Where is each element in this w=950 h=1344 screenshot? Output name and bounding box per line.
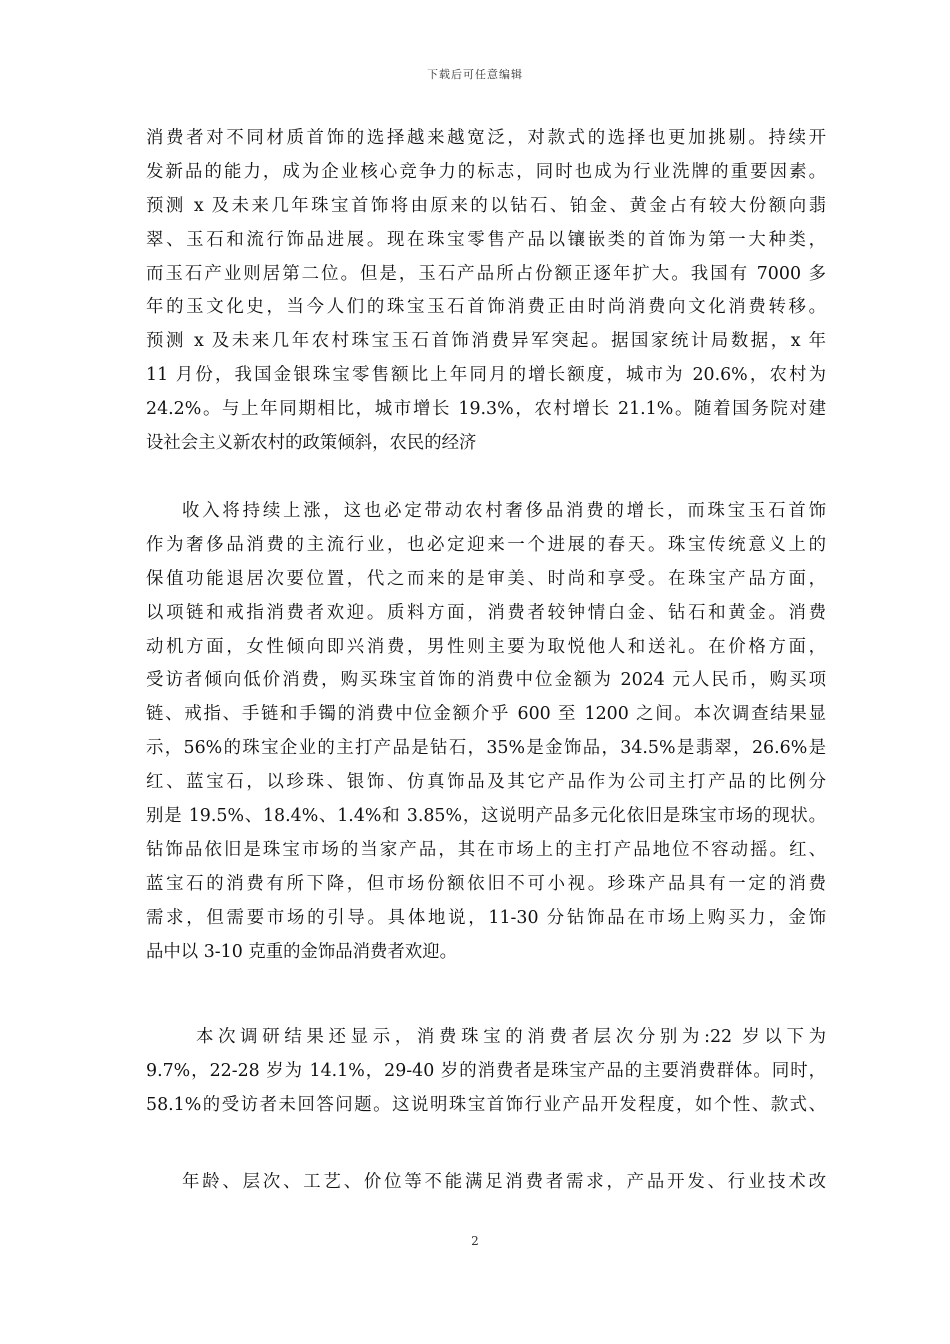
page-header: 下载后可任意编辑 [427, 68, 523, 81]
text-line: 蓝宝石的消费有所下降，但市场份额依旧不可小视。珍珠产品具有一定的消费 [146, 873, 826, 894]
text-line: 红、蓝宝石，以珍珠、银饰、仿真饰品及其它产品作为公司主打产品的比例分 [146, 772, 826, 793]
text-line: 受访者倾向低价消费，购买珠宝首饰的消费中位金额为 2024 元人民币，购买项 [146, 670, 826, 691]
text-line: 24.2%。与上年同期相比，城市增长 19.3%，农村增长 21.1%。随着国务院对建 [146, 399, 826, 420]
text-line: 年龄、层次、工艺、价位等不能满足消费者需求，产品开发、行业技术改 [182, 1172, 826, 1192]
text-line: 需求，但需要市场的引导。具体地说，11-30 分钻饰品在市场上购买力，金饰 [146, 907, 826, 928]
text-line: 消费者对不同材质首饰的选择越来越宽泛，对款式的选择也更加挑剔。持续开 [146, 128, 826, 148]
text-line: 作为奢侈品消费的主流行业，也必定迎来一个进展的春天。珠宝传统意义上的 [146, 534, 826, 555]
text-line: 保值功能退居次要位置，代之而来的是审美、时尚和享受。在珠宝产品方面， [146, 568, 826, 589]
text-line: 年的玉文化史，当今人们的珠宝玉石首饰消费正由时尚消费向文化消费转移。 [146, 297, 826, 318]
paragraph-1 [146, 122, 826, 461]
text-line: 预测 x 及未来几年农村珠宝玉石首饰消费异军突起。据国家统计局数据，x 年 [146, 331, 826, 352]
paragraph-3 [146, 1021, 826, 1123]
text-line: 示，56%的珠宝企业的主打产品是钻石，35%是金饰品，34.5%是翡翠，26.6%是 [146, 738, 826, 759]
text-line: 链、戒指、手链和手镯的消费中位金额介乎 600 至 1200 之间。本次调查结果显 [146, 704, 826, 725]
paragraph-2 [146, 495, 826, 969]
text-line: 9.7%，22-28 岁为 14.1%，29-40 岁的消费者是珠宝产品的主要消费群体。同时， [146, 1060, 826, 1081]
text-line: 预测 x 及未来几年珠宝首饰将由原来的以钻石、铂金、黄金占有较大份额向翡 [146, 195, 826, 216]
text-line: 翠、玉石和流行饰品进展。现在珠宝零售产品以镶嵌类的首饰为第一大种类， [146, 229, 826, 250]
text-line: 以项链和戒指消费者欢迎。质料方面，消费者较钟情白金、钻石和黄金。消费 [146, 602, 826, 623]
text-line: 钻饰品依旧是珠宝市场的当家产品，其在市场上的主打产品地位不容动摇。红、 [146, 839, 826, 860]
page-number: 2 [471, 1234, 479, 1248]
text-line: 收入将持续上涨，这也必定带动农村奢侈品消费的增长，而珠宝玉石首饰 [182, 501, 826, 521]
text-line: 设社会主义新农村的政策倾斜，农民的经济 [146, 433, 477, 454]
text-line: 本次调研结果还显示，消费珠宝的消费者层次分别为:22 岁以下为 [196, 1027, 826, 1047]
paragraph-4 [146, 1166, 826, 1200]
text-line: 发新品的能力，成为企业核心竞争力的标志，同时也成为行业洗牌的重要因素。 [146, 161, 826, 182]
text-line: 11 月份，我国金银珠宝零售额比上年同月的增长额度，城市为 20.6%，农村为 [146, 365, 826, 386]
text-line: 而玉石产业则居第二位。但是，玉石产品所占份额正逐年扩大。我国有 7000 多 [146, 263, 826, 284]
text-line: 品中以 3-10 克重的金饰品消费者欢迎。 [146, 941, 457, 962]
text-line: 动机方面，女性倾向即兴消费，男性则主要为取悦他人和送礼。在价格方面， [146, 636, 826, 657]
text-line: 58.1%的受访者未回答问题。这说明珠宝首饰行业产品开发程度，如个性、款式、 [146, 1094, 826, 1115]
text-line: 别是 19.5%、18.4%、1.4%和 3.85%，这说明产品多元化依旧是珠宝市场的现状。 [146, 806, 826, 827]
